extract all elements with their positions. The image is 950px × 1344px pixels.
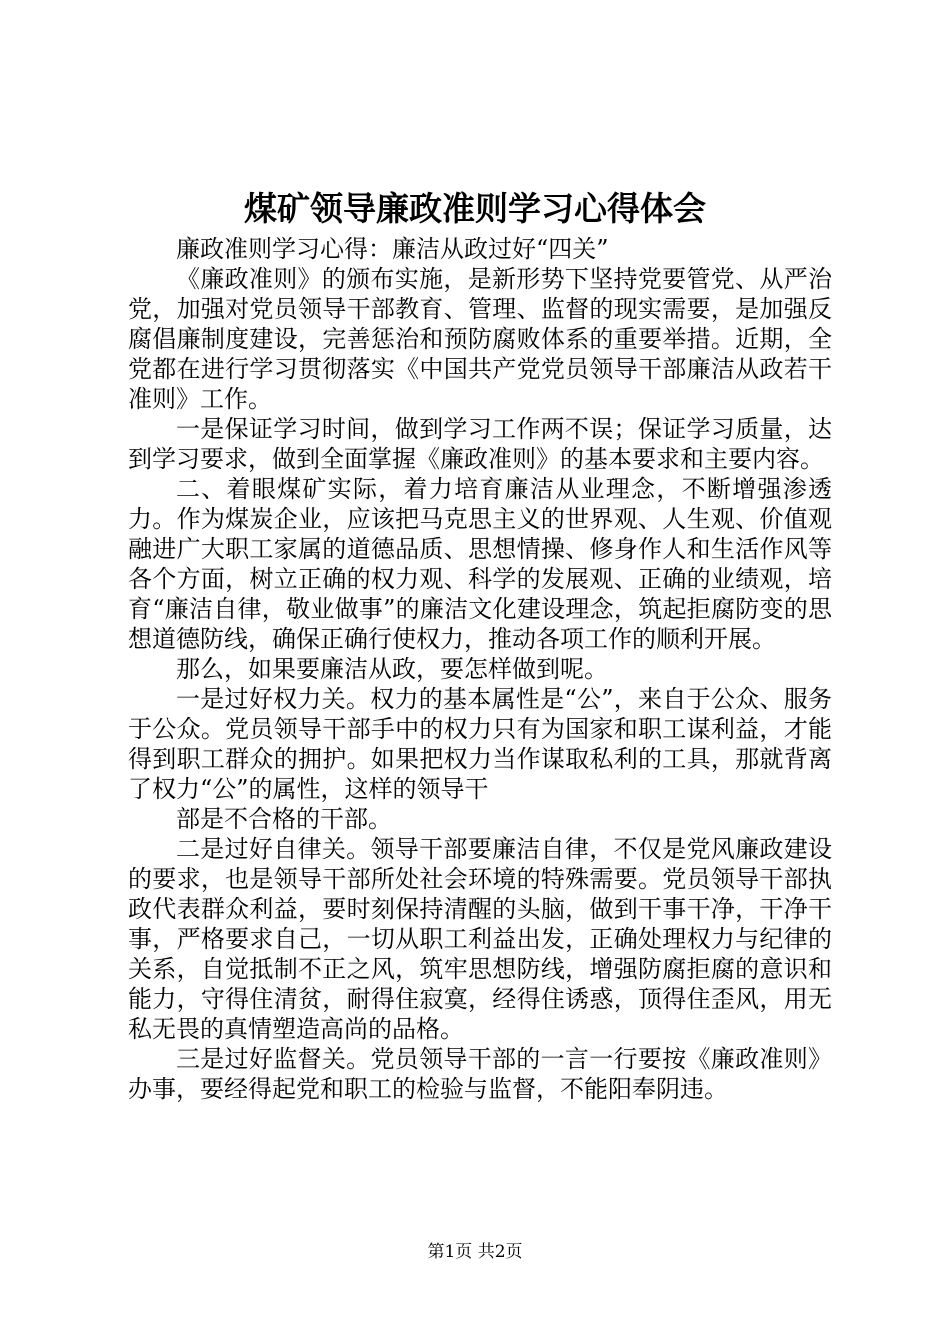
paragraph: 二是过好自律关。领导干部要廉洁自律，不仅是党风廉政建设的要求，也是领导干部所处社会环境的特殊需要。党员领导干部执政代表群众利益，要时刻保持清醒的头脑，做到干事干净，干净干事，严格要求自己，一切从职工利益出发，正确处理权力与纪律的关系，自觉抵制不正之风，筑牢思想防线，增强防腐拒腐的意识和能力，守得住清贫，耐得住寂寞，经得住诱惑，顶得住歪风，用无私无畏的真情塑造高尚的品格。 [128, 835, 832, 1043]
paragraph: 一是过好权力关。权力的基本属性是“公”，来自于公众、服务于公众。党员领导干部手中的权力只有为国家和职工谋利益，才能得到职工群众的拥护。如果把权力当作谋取私利的工具，那就背离了权力“公”的属性，这样的领导干 [128, 685, 832, 803]
paragraph: 二、着眼煤矿实际，着力培育廉洁从业理念，不断增强渗透力。作为煤炭企业，应该把马克思主义的世界观、人生观、价值观融进广大职工家属的道德品质、思想情操、修身作人和生活作风等各个方面，树立正确的权力观、科学的发展观、正确的业绩观，培育“廉洁自律，敬业做事”的廉洁文化建设理念，筑起拒腐防变的思想道德防线，确保正确行使权力，推动各项工作的顺利开展。 [128, 475, 832, 653]
page-footer: 第1页 共2页 [427, 1242, 523, 1262]
paragraph: 三是过好监督关。党员领导干部的一言一行要按《廉政准则》办事，要经得起党和职工的检验与监督，不能阳奉阴违。 [128, 1045, 832, 1103]
document-body [128, 234, 832, 1104]
paragraph-subtitle: 廉政准则学习心得：廉洁从政过好“四关” [176, 235, 609, 263]
paragraph: 一是保证学习时间，做到学习工作两不误；保证学习质量，达到学习要求，做到全面掌握《廉政准则》的基本要求和主要内容。 [128, 415, 832, 473]
paragraph: 部是不合格的干部。 [176, 805, 392, 833]
paragraph: 《廉政准则》的颁布实施，是新形势下坚持党要管党、从严治党，加强对党员领导干部教育、管理、监督的现实需要，是加强反腐倡廉制度建设，完善惩治和预防腐败体系的重要举措。近期，全党都在进行学习贯彻落实《中国共产党党员领导干部廉洁从政若干准则》工作。 [128, 265, 832, 413]
document-title: 煤矿领导廉政准则学习心得体会 [244, 189, 706, 228]
paragraph: 那么，如果要廉洁从政，要怎样做到呢。 [176, 655, 608, 683]
